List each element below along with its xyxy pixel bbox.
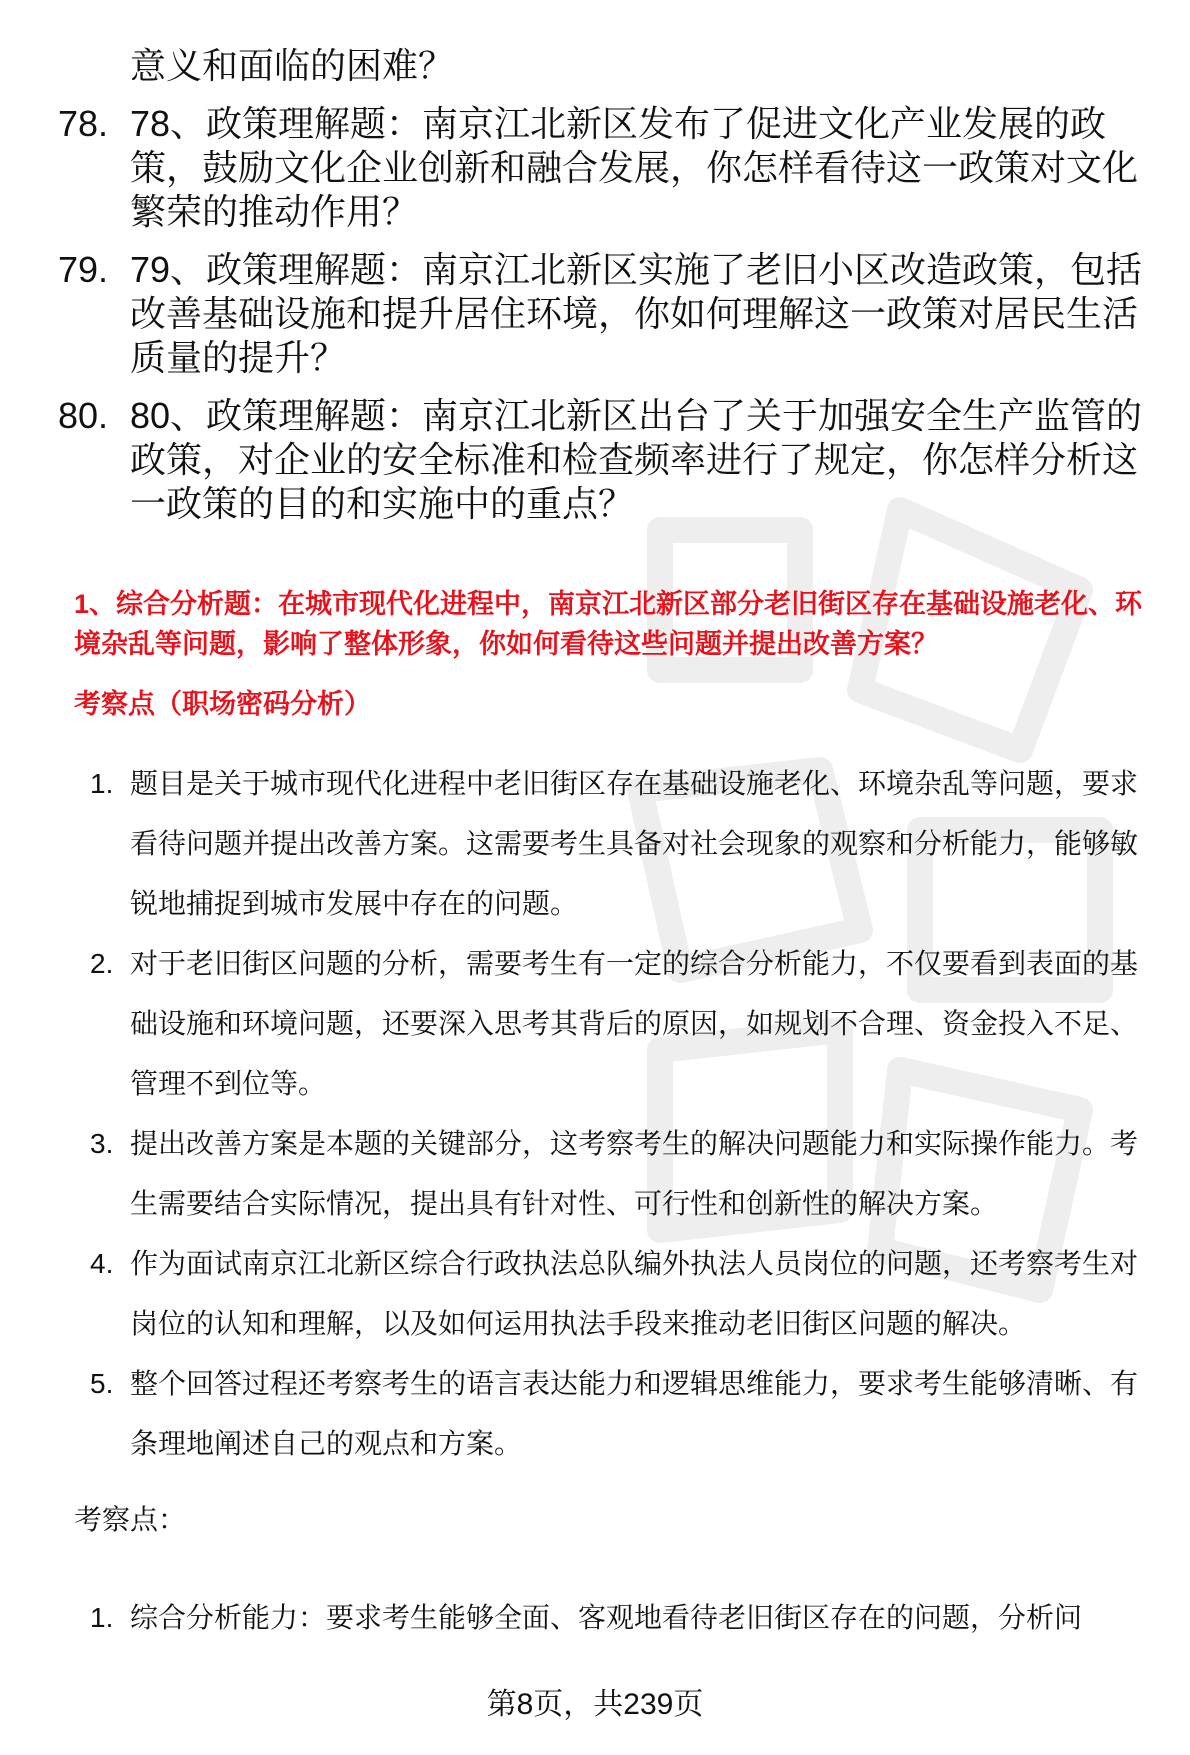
point-number: 1. bbox=[90, 768, 114, 799]
list-item bbox=[74, 1114, 1154, 1234]
question-text: 79、政策理解题：南京江北新区实施了老旧小区改造政策，包括改善基础设施和提升居住环境，你如何理解这一政策对居民生活质量的提升？ bbox=[130, 249, 1143, 378]
question-number: 80. bbox=[58, 395, 109, 436]
list-item bbox=[74, 754, 1154, 934]
list-item bbox=[58, 248, 1158, 380]
analysis-points-list-2 bbox=[74, 1588, 1154, 1648]
point-text: 对于老旧街区问题的分析，需要考生有一定的综合分析能力，不仅要看到表面的基础设施和环境问题，还要深入思考其背后的原因，如规划不合理、资金投入不足、管理不到位等。 bbox=[130, 948, 1139, 1099]
list-item bbox=[58, 44, 1158, 88]
point-number: 3. bbox=[90, 1128, 114, 1159]
point-text: 综合分析能力：要求考生能够全面、客观地看待老旧街区存在的问题，分析问 bbox=[130, 1602, 1083, 1633]
question-list bbox=[58, 44, 1158, 540]
section-title: 考察点（职场密码分析） bbox=[74, 689, 371, 719]
point-text: 提出改善方案是本题的关键部分，这考察考生的解决问题能力和实际操作能力。考生需要结合实际情况，提出具有针对性、可行性和创新性的解决方案。 bbox=[130, 1128, 1139, 1219]
analysis-points-list bbox=[74, 754, 1154, 1474]
list-item bbox=[74, 1234, 1154, 1354]
point-number: 2. bbox=[90, 948, 114, 979]
point-number: 1. bbox=[90, 1602, 114, 1633]
highlight-question: 1、综合分析题：在城市现代化进程中，南京江北新区部分老旧街区存在基础设施老化、环境杂乱等问题，影响了整体形象，你如何看待这些问题并提出改善方案？ bbox=[74, 589, 1143, 659]
point-text: 题目是关于城市现代化进程中老旧街区存在基础设施老化、环境杂乱等问题，要求看待问题并提出改善方案。这需要考生具备对社会现象的观察和分析能力，能够敏锐地捕捉到城市发展中存在的问题。 bbox=[130, 768, 1139, 919]
question-text: 80、政策理解题：南京江北新区出台了关于加强安全生产监管的政策，对企业的安全标准和检查频率进行了规定，你怎样分析这一政策的目的和实施中的重点？ bbox=[130, 395, 1143, 524]
point-text: 整个回答过程还考察考生的语言表达能力和逻辑思维能力，要求考生能够清晰、有条理地阐述自己的观点和方案。 bbox=[130, 1368, 1139, 1459]
list-item bbox=[58, 394, 1158, 526]
question-text: 意义和面临的困难？ bbox=[130, 45, 455, 86]
point-number: 4. bbox=[90, 1248, 114, 1279]
point-number: 5. bbox=[90, 1368, 114, 1399]
question-number: 78. bbox=[58, 103, 109, 144]
point-text: 作为面试南京江北新区综合行政执法总队编外执法人员岗位的问题，还考察考生对岗位的认知和理解，以及如何运用执法手段来推动老旧街区问题的解决。 bbox=[130, 1248, 1139, 1339]
question-text: 78、政策理解题：南京江北新区发布了促进文化产业发展的政策，鼓励文化企业创新和融合发展，你怎样看待这一政策对文化繁荣的推动作用？ bbox=[130, 103, 1139, 232]
list-item bbox=[74, 934, 1154, 1114]
page-footer: 第8页，共239页 bbox=[486, 1688, 704, 1721]
list-item bbox=[74, 1354, 1154, 1474]
question-number: 79. bbox=[58, 249, 109, 290]
section-label: 考察点： bbox=[74, 1504, 187, 1535]
list-item bbox=[74, 1588, 1154, 1648]
list-item bbox=[58, 102, 1158, 234]
